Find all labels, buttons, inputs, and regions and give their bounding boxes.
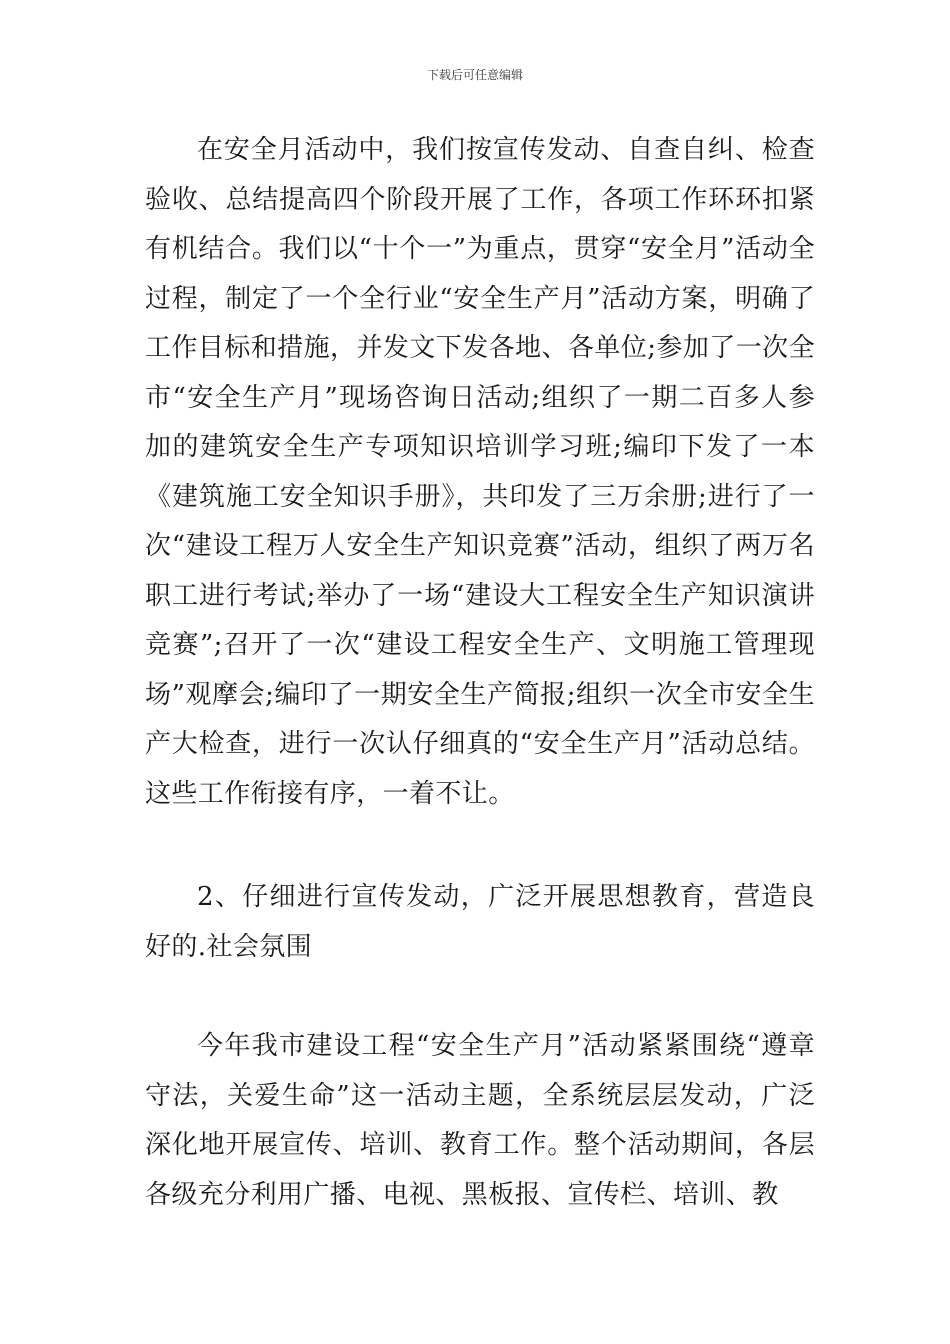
body-paragraph-3: 今年我市建设工程“安全生产月”活动紧紧围绕“遵章守法，关爱生命”这一活动主题，全系统层层发动，广泛深化地开展宣传、培训、教育工作。整个活动期间，各层各级充分利用广播、电视、黑板报、宣传栏、培训、教 — [145, 1031, 815, 1210]
body-paragraph-2-heading: 2、仔细进行宣传发动，广泛开展思想教育，营造良好的.社会氛围 — [145, 882, 815, 962]
page-header-note: 下载后可任意编辑 — [426, 68, 523, 82]
body-paragraph-1: 在安全月活动中，我们按宣传发动、自查自纠、检查验收、总结提高四个阶段开展了工作，各项工作环环扣紧有机结合。我们以“十个一”为重点，贯穿“安全月”活动全过程，制定了一个全行业“安全生产月”活动方案，明确了工作目标和措施，并发文下发各地、各单位;参加了一次全市“安全生产月”现场咨询日活动;组织了一期二百多人参加的建筑安全生产专项知识培训学习班;编印下发了一本《建筑施工安全知识手册》，共印发了三万余册;进行了一次“建设工程万人安全生产知识竞赛”活动，组织了两万名职工进行考试;举办了一场“建设大工程安全生产知识演讲竞赛”;召开了一次“建设工程安全生产、文明施工管理现场”观摩会;编印了一期安全生产简报;组织一次全市安全生产大检查，进行一次认仔细真的“安全生产月”活动总结。这些工作衔接有序，一着不让。 — [145, 135, 815, 809]
